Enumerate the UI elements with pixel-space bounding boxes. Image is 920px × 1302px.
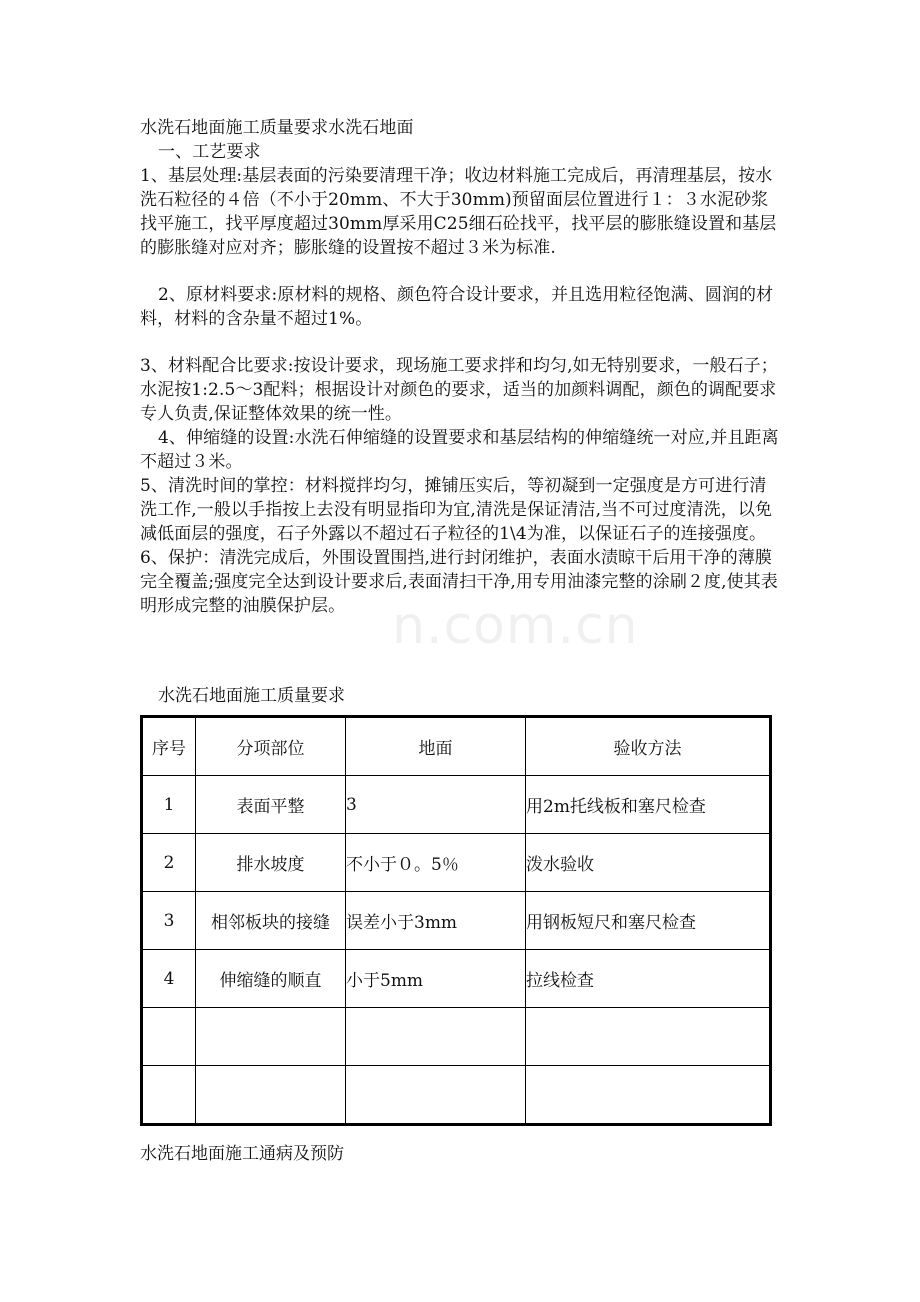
cell-method: 用2m托线板和塞尺检查 [526, 776, 771, 834]
cell-floor [346, 1008, 526, 1066]
cell-floor: 3 [346, 776, 526, 834]
cell-floor: 误差小于3mm [346, 892, 526, 950]
body-text [140, 116, 780, 618]
header-item: 分项部位 [196, 717, 346, 776]
cell-method: 泼水验收 [526, 834, 771, 892]
cell-method [526, 1066, 771, 1125]
table-header-row [142, 717, 771, 776]
table-row [142, 892, 771, 950]
cell-floor [346, 1066, 526, 1125]
table-row-empty [142, 1066, 771, 1125]
cell-index [142, 1066, 196, 1125]
paragraph-1: 1、基层处理:基层表面的污染要清理干净；收边材料施工完成后，再清理基层，按水洗石粒径的４倍（不小于20mm、不大于30mm)预留面层位置进行１：３水泥砂浆找平施工，找平厚度超过30mm厚采用C25细石砼找平，找平层的膨胀缝设置和基层的膨胀缝对应对齐；膨胀缝的设置按不超过３米为标准. [140, 166, 777, 258]
paragraph-5: 5、清洗时间的掌控：材料搅拌均匀，摊铺压实后，等初凝到一定强度是方可进行清洗工作,一般以手指按上去没有明显指印为宜,清洗是保证清洁,当不可过度清洗，以免减低面层的强度，石子外露以不超过石子粒径的1\4为准，以保证石子的连接强度。 [140, 476, 773, 544]
paragraph-3: 3、材料配合比要求:按设计要求，现场施工要求拌和均匀,如无特别要求，一般石子；水泥按1:2.5～3配料；根据设计对颜色的要求，适当的加颜料调配，颜色的调配要求专人负责,保证整体效果的统一性。 [140, 356, 778, 424]
table-row [142, 776, 771, 834]
cell-item: 伸缩缝的顺直 [196, 950, 346, 1008]
table-row [142, 950, 771, 1008]
cell-item: 排水坡度 [196, 834, 346, 892]
cell-index [142, 1008, 196, 1066]
doc-heading: 水洗石地面施工质量要求水洗石地面 [140, 118, 414, 138]
paragraph-4: 4、伸缩缝的设置:水洗石伸缩缝的设置要求和基层结构的伸缩缝统一对应,并且距离不超过３米。 [140, 428, 779, 472]
cell-index: 1 [142, 776, 196, 834]
header-index: 序号 [142, 717, 196, 776]
cell-item [196, 1008, 346, 1066]
paragraph-2: 2、原材料要求:原材料的规格、颜色符合设计要求，并且选用粒径饱满、圆润的材料，材料的含杂量不超过1%。 [140, 285, 774, 329]
cell-index: 4 [142, 950, 196, 1008]
footer-heading: 水洗石地面施工通病及预防 [140, 1144, 344, 1164]
paragraph-6: 6、保护：清洗完成后，外围设置围挡,进行封闭维护，表面水渍晾干后用干净的薄膜完全覆盖;强度完全达到设计要求后,表面清扫干净,用专用油漆完整的涂刷２度,使其表明形成完整的油膜保护层。 [140, 548, 778, 616]
table-title: 水洗石地面施工质量要求 [158, 686, 345, 706]
cell-item [196, 1066, 346, 1125]
cell-index: 2 [142, 834, 196, 892]
cell-method: 用钢板短尺和塞尺检查 [526, 892, 771, 950]
cell-item: 表面平整 [196, 776, 346, 834]
cell-floor: 小于5mm [346, 950, 526, 1008]
quality-requirements-table [140, 715, 772, 1126]
section-heading: 一、工艺要求 [158, 142, 261, 162]
cell-method [526, 1008, 771, 1066]
header-method: 验收方法 [526, 717, 771, 776]
cell-method: 拉线检查 [526, 950, 771, 1008]
cell-floor: 不小于０。5％ [346, 834, 526, 892]
table-row [142, 834, 771, 892]
cell-item: 相邻板块的接缝 [196, 892, 346, 950]
watermark: n.com.cn [392, 596, 639, 656]
table-row-empty [142, 1008, 771, 1066]
cell-index: 3 [142, 892, 196, 950]
header-floor: 地面 [346, 717, 526, 776]
